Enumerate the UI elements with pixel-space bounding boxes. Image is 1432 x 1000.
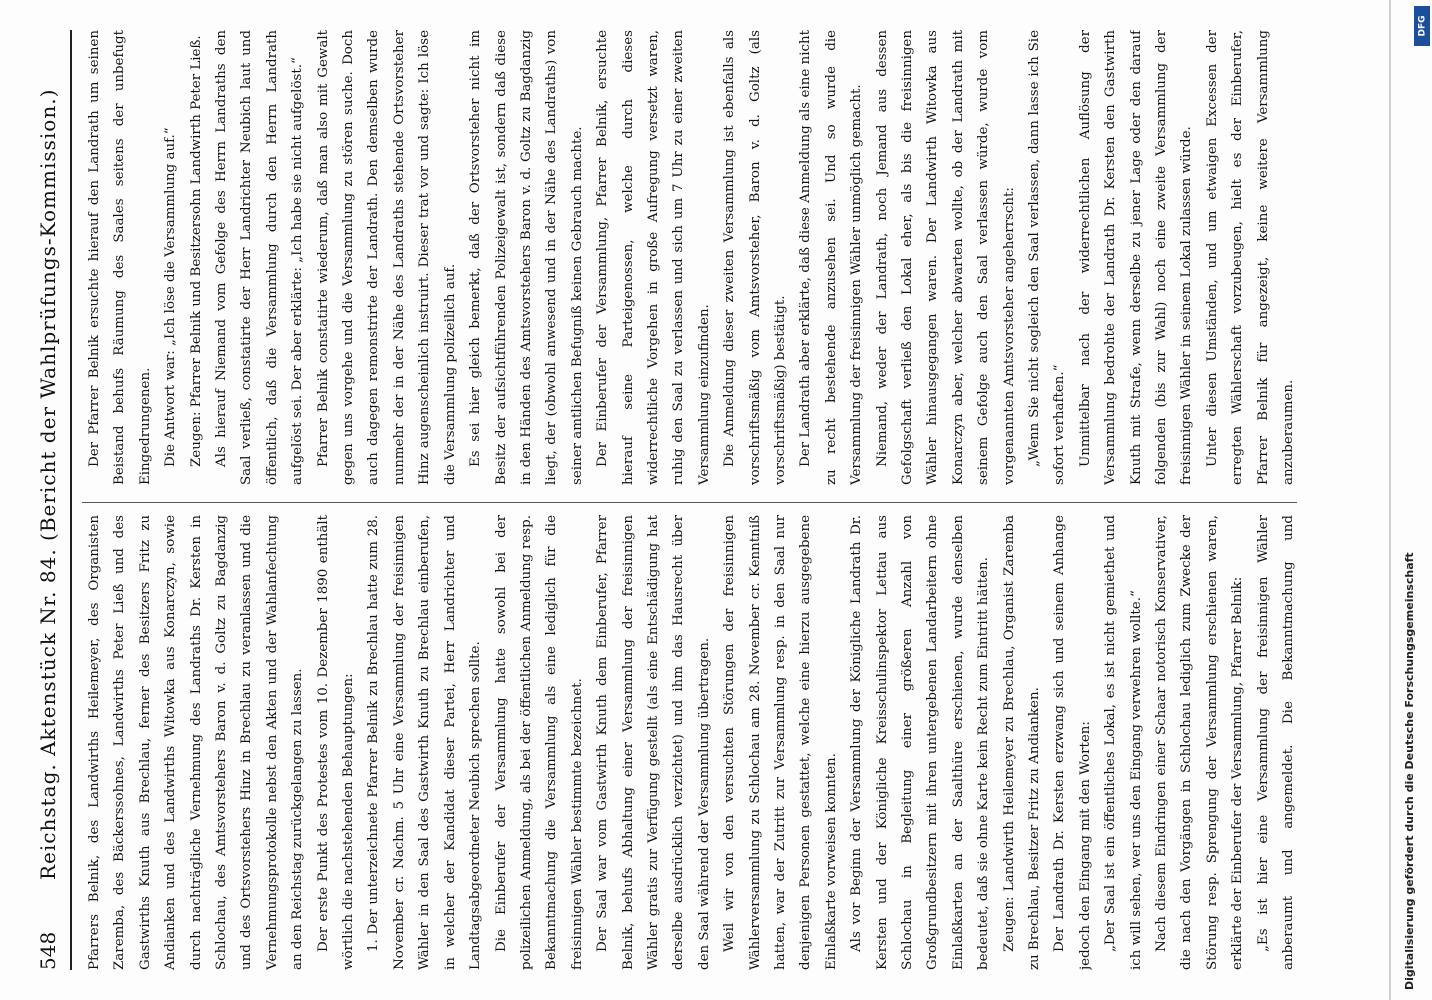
paragraph: Weil wir von den versuchten Störungen der freisinnigen Wählerversammlung zu Schlochau am 28. November cr. Kenntniß hatten, war der Zutritt zur Versammlung resp. in den Saal nur denjenigen Personen gestattet, welche eine hierzu ausgegebene Einlaßkarte vorweisen konnten. [722, 515, 839, 970]
dfg-logo-text: DFG [1417, 15, 1428, 37]
paragraph: Der Landrath Dr. Kersten erzwang sich und seinem Anhange jedoch den Eingang mit den Worten: [1052, 515, 1093, 970]
paragraph: Unmittelbar nach der widerrechtlichen Auflösung der Versammlung bedrohte der Landrath Dr. Kersten den Gastwirth Knuth mit Strafe, wenn derselbe zu jener Lage oder den darauf folgenden (bis zur Wahl) noch eine zweite Versammlung der freisinnigen Wähler in seinem Lokal zulassen würde. [1077, 30, 1195, 485]
credit-text: Digitalisierung gefördert durch die Deutsche Forschungsgemeinschaft [1403, 552, 1416, 990]
paragraph: Der Saal war vom Gastwirth Knuth dem Einberufer, Pfarrer Belnik, behufs Abhaltung einer Versammlung der freisinnigen Wähler gratis zur Verfügung gestellt (als eine Entschädigung hat derselbe ausdrücklich verzichtet) und ihm das Hausrecht über den Saal während der Versammlung übertragen. [595, 515, 712, 970]
paragraph: Der Einberufer der Versammlung, Pfarrer Belnik, ersuchte hierauf seine Parteigenossen, welche durch dieses widerrechtliche Vorgehen in große Aufregung versetzt waren, ruhig den Saal zu verlassen und sich um 7 Uhr zu einer zweiten Versammlung einzufinden. [595, 30, 712, 485]
paragraph: Nach diesem Eindringen einer Schaar notorisch Konservativer, die nach den Vorgängen in Schlochau lediglich zum Zwecke der Störung resp. Sprengung der Versammlung erschienen waren, erklärte der Einberufer der Versammlung, Pfarrer Belnik: [1154, 515, 1246, 970]
paragraph: Die Einberufer der Versammlung hatte sowohl bei der polizeilichen Anmeldung, als bei der öffentlichen Anmeldung resp. Bekanntmachung die Versammlung als eine lediglich für die freisinnigen Wähler bestimmte bezeichnet. [493, 515, 585, 970]
paragraph: Die Anmeldung dieser zweiten Versammlung ist ebenfalls als vorschriftsmäßig vom Amtsvorsteher, Baron v. d. Goltz (als vorschriftsmäßig) bestätigt. [722, 30, 788, 485]
paragraph: Der Landrath aber erklärte, daß diese Anmeldung als eine nicht zu recht bestehende anzusehen sei. Und so wurde die Versammlung der freisinnigen Wähler unmöglich gemacht. [798, 30, 865, 485]
paragraph: Der Pfarrer Belnik ersuchte hierauf den Landrath um seinen Beistand behufs Räumung des Saales seitens der unbefugt Eingedrungenen. [87, 30, 153, 485]
paragraph: Als hierauf Niemand vom Gefolge des Herrn Landraths den Saal verließ, constatirte der Herr Landrichter Neubich laut und öffentlich, daß die Versammlung durch den Herrn Landrath aufgelöst sei. Der aber erklärte: „Ich habe sie nicht aufgelöst.“ [214, 30, 306, 485]
paragraph: Zeugen: Pfarrer Belnik und Besitzersohn Landwirth Peter Ließ. [188, 35, 204, 467]
header-rule [70, 30, 72, 970]
paragraph: Pfarrers Belnik, des Landwirths Heilemeyer, des Organisten Zaremba, des Bäckerssohnes, Landwirths Peter Ließ und des Gastwirths Knuth aus Brechlau, ferner des Besitzers Fritz zu Andianken und des Landwirths Witowka aus Konarczyn, sowie durch nachträgliche Vernehmung des Landraths Dr. Kersten in Schlochau, des Amtsvorstehers Baron v. d. Goltz zu Bagdanzig und des Ortsvorstehers Hinz in Brechlau zu veranlassen und die Vernehmungsprotokolle nebst den Akten und der Wahlanfechtung an den Reichstag zurückgelangen zu lassen. [87, 515, 306, 970]
paragraph: Der erste Punkt des Protestes vom 10. Dezember 1890 enthält wörtlich die nachstehenden Behauptungen: [315, 515, 357, 970]
paragraph: „Wenn Sie nicht sogleich den Saal verlassen, dann lasse ich Sie sofort verhaften.“ [1027, 30, 1068, 485]
page-header [36, 30, 70, 970]
paragraph: Die Antwort war: „Ich löse die Versammlung auf.“ [163, 127, 179, 467]
page-number: 548 [36, 931, 60, 970]
dfg-logo [1414, 6, 1430, 46]
paragraph: Pfarrer Belnik constatirte wiederum, daß man also mit Gewalt gegen uns vorgehe und die Versammlung zu stören suche. Doch auch dagegen remonstrirte der Landrath. Den demselben wurde nunmehr der in der Nähe des Landraths stehende Ortsvorsteher Hinz augenscheinlich instruirt. Dieser trat vor und sagte: Ich löse die Versammlung polizeilich auf. [315, 30, 458, 485]
left-text-column [82, 515, 1297, 970]
running-head: Reichstag. Aktenstück Nr. 84. (Bericht der Wahlprüfungs-Kommission.) [36, 88, 60, 880]
column-separator [82, 502, 1297, 503]
paragraph: Niemand, weder der Landrath, noch Jemand aus dessen Gefolgschaft verließ den Lokal eher, als bis die freisinnigen Wähler hinausgegangen waren. Der Landwirth Witowka aus Konarczyn aber, welcher abwarten wollte, ob der Landrath mit seinem Gefolge auch den Saal verlassen würde, wurde vom vorgenannten Amtsvorsteher angeherrscht: [874, 30, 1017, 485]
paragraph: 1. Der unterzeichnete Pfarrer Belnik zu Brechlau hatte zum 28. November cr. Nachm. 5 Uhr eine Versammlung der freisinnigen Wähler in den Saal des Gastwirth Knuth zu Brechlau einberufen, in welcher der Kandidat dieser Partei, Herr Landrichter und Landtagsabgeordneter Neubich sprechen sollte. [366, 515, 484, 970]
paragraph: Zeugen: Landwirth Heilemeyer zu Brechlau, Organist Zaremba zu Brechlau, Besitzer Fritz zu Andianken. [1001, 515, 1043, 970]
paragraph: Unter diesen Umständen, und um etwaigen Excessen der erregten Wählerschaft vorzubeugen, hielt es der Einberufer, Pfarrer Belnik für angezeigt, keine weitere Versammlung anzuberaumen. [1204, 30, 1297, 485]
paragraph: „Es ist hier eine Versammlung der freisinnigen Wähler anberaumt und angemeldet. Die Bekanntmachung und [1255, 515, 1297, 970]
paragraph: Als vor Beginn der Versammlung der Königliche Landrath Dr. Kersten und der Königliche Kreisschulinspektor Lettau aus Schlochau in Begleitung einer größeren Anzahl von Großgrundbesitzern mit ihren untergebenen Landarbeitern ohne Einlaßkarten an der Saalthüre erschienen, wurde denselben bedeutet, daß sie ohne Karte kein Recht zum Eintritt hätten. [849, 515, 992, 970]
paragraph: Es sei hier gleich bemerkt, daß der Ortsvorsteher nicht im Besitz der aufsichtführenden Polizeigewalt ist, sondern daß diese in den Händen des Amtsvorstehers Baron v. d. Goltz zu Bagdanzig liegt, der (obwohl anwesend und in der Nähe des Landraths) von seiner amtlichen Befugniß keinen Gebrauch machte. [468, 30, 585, 485]
paragraph: „Der Saal ist ein öffentliches Lokal, es ist nicht gemiethet und ich will sehen, wer uns den Eingang verwehren wollte.“ [1103, 515, 1144, 970]
right-text-column [82, 30, 1297, 485]
